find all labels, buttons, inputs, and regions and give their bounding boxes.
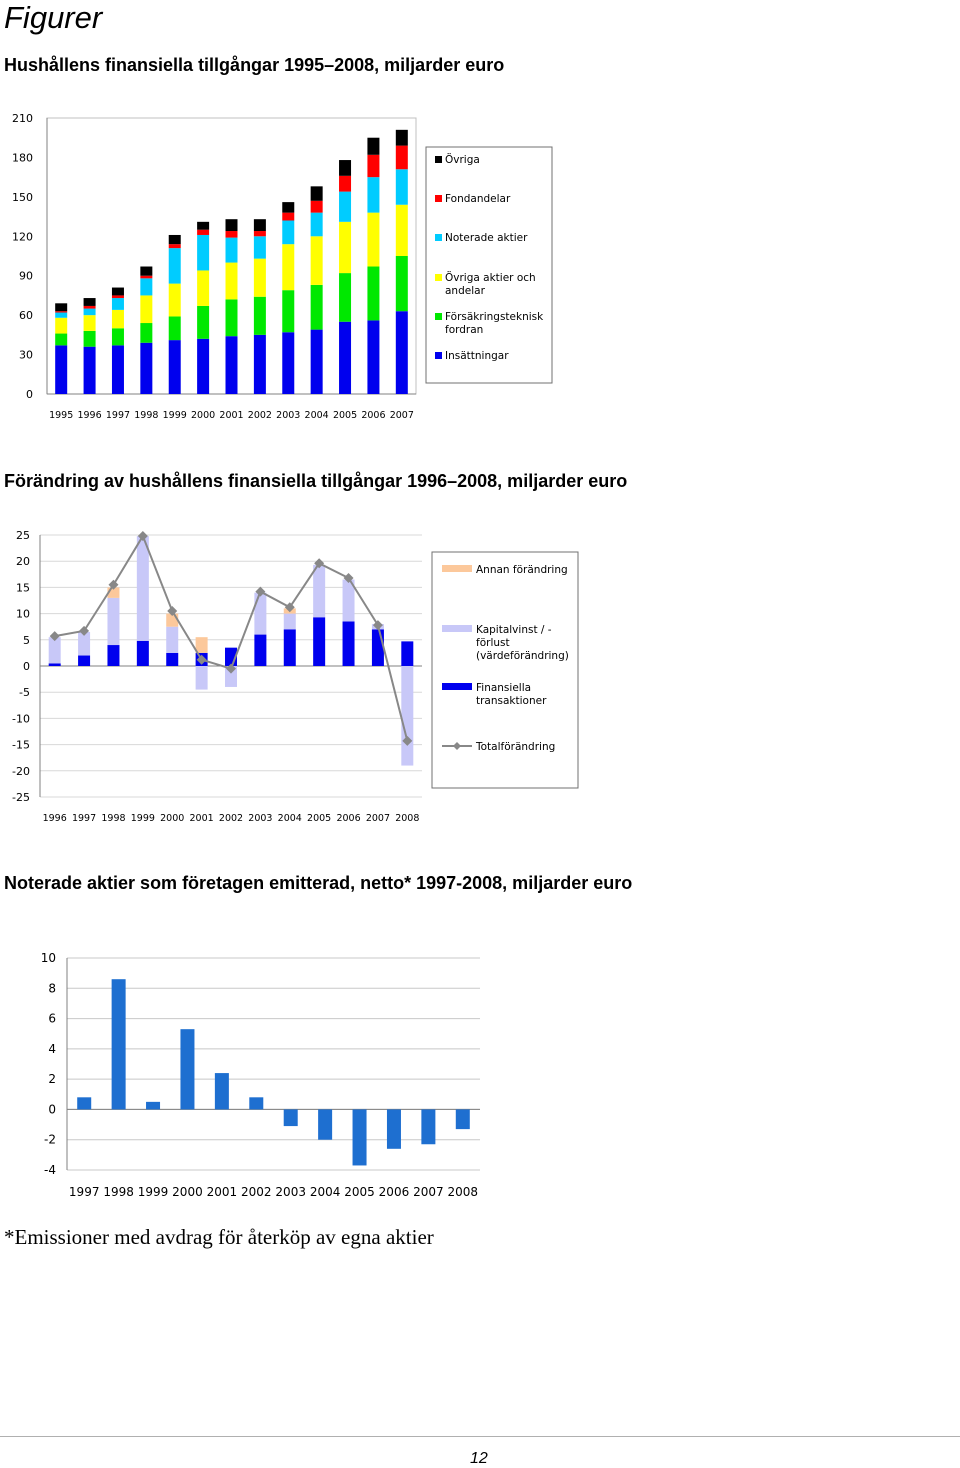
chart3-x-tick-label: 2003 bbox=[275, 1185, 306, 1199]
chart3-x-tick-label: 2006 bbox=[378, 1185, 410, 1199]
chart1-x-tick-label: 1996 bbox=[77, 410, 102, 421]
chart2-x-tick-label: 2000 bbox=[160, 813, 185, 824]
chart1-legend-label: Insättningar bbox=[445, 350, 509, 362]
chart2-y-tick-label: 5 bbox=[23, 633, 30, 647]
chart3-y-tick-label: 8 bbox=[48, 981, 56, 996]
chart2-x-tick-label: 2001 bbox=[189, 813, 214, 824]
chart1-x-tick-label: 1995 bbox=[49, 410, 74, 421]
chart3-bar bbox=[421, 1109, 435, 1144]
chart3-y-tick-label: -2 bbox=[44, 1132, 56, 1147]
chart1-y-tick-label: 180 bbox=[12, 151, 33, 165]
chart1-legend-label: Fondandelar bbox=[445, 193, 511, 205]
chart2-y-tick-label: 0 bbox=[23, 660, 30, 673]
chart1-x-tick-label: 2000 bbox=[191, 410, 216, 421]
chart3-bar bbox=[249, 1097, 263, 1109]
chart3-y-tick-label: 0 bbox=[48, 1102, 56, 1117]
chart3-y-tick-label: -4 bbox=[44, 1163, 56, 1177]
chart2-y-tick-label: -10 bbox=[12, 712, 30, 726]
chart3-x-tick-label: 1997 bbox=[68, 1185, 100, 1199]
chart2-y-tick-label: -15 bbox=[12, 738, 30, 752]
chart1-legend-label: Övriga bbox=[445, 154, 480, 166]
chart1-title: Hushållens finansiella tillgångar 1995–2008, miljarder euro bbox=[4, 55, 505, 75]
chart1-x-tick-label: 2004 bbox=[304, 410, 329, 421]
chart2-legend-label: Kapitalvinst / -förlust (värdeförändring) bbox=[476, 624, 569, 662]
chart2-x-tick-label: 2004 bbox=[277, 813, 302, 824]
chart3-x-tick-label: 2004 bbox=[309, 1185, 341, 1199]
chart2-y-tick-label: 10 bbox=[16, 607, 30, 621]
chart3-y-tick-label: 6 bbox=[48, 1011, 56, 1026]
chart3-bar bbox=[318, 1109, 332, 1139]
page-heading: Figurer bbox=[4, 0, 103, 35]
chart1-x-tick-label: 2002 bbox=[247, 410, 272, 421]
chart1-x-tick-label: 1999 bbox=[162, 410, 187, 421]
chart3-x-tick-label: 2002 bbox=[241, 1185, 272, 1199]
chart1-x-tick-label: 2005 bbox=[332, 410, 358, 421]
chart1-legend-label: Försäkringsteknisk fordran bbox=[445, 311, 544, 336]
chart1-x-tick-label: 2007 bbox=[389, 410, 414, 421]
chart2-legend-label: Totalförändring bbox=[476, 741, 556, 753]
chart3-bar bbox=[180, 1029, 194, 1109]
chart3-bar bbox=[456, 1109, 470, 1129]
chart2-legend-label: Annan förändring bbox=[476, 564, 568, 576]
chart2-x-tick-label: 1998 bbox=[101, 813, 126, 824]
chart3-y-tick-label: 2 bbox=[48, 1072, 56, 1087]
chart3-x-tick-label: 2000 bbox=[172, 1185, 203, 1199]
chart1-y-tick-label: 0 bbox=[26, 388, 33, 401]
chart2-x-tick-label: 2002 bbox=[218, 813, 244, 824]
chart1-x-tick-label: 2006 bbox=[361, 410, 386, 421]
chart2-y-tick-label: 15 bbox=[16, 581, 30, 595]
chart3-bar bbox=[215, 1073, 229, 1109]
chart2-x-tick-label: 1996 bbox=[42, 813, 67, 824]
footnote: *Emissioner med avdrag för återköp av egna aktier bbox=[4, 1225, 434, 1249]
chart2-x-tick-label: 2008 bbox=[395, 813, 420, 824]
chart3-bar bbox=[146, 1102, 160, 1110]
chart2-x-tick-label: 2007 bbox=[365, 813, 391, 824]
chart1-legend-label: Övriga aktier och andelar bbox=[445, 272, 536, 297]
chart2-x-tick-label: 2003 bbox=[248, 813, 273, 824]
chart1-x-tick-label: 1998 bbox=[134, 410, 159, 421]
chart2-x-tick-label: 1997 bbox=[71, 813, 97, 824]
chart3-x-tick-label: 1999 bbox=[137, 1185, 169, 1199]
chart2-y-tick-label: 20 bbox=[16, 555, 30, 569]
chart3-bar bbox=[353, 1109, 367, 1165]
chart3-x-tick-label: 1998 bbox=[103, 1185, 134, 1199]
chart3-bar bbox=[77, 1097, 91, 1109]
chart3-bar bbox=[112, 979, 126, 1109]
chart3-y-tick-label: 4 bbox=[48, 1041, 56, 1056]
chart3-x-tick-label: 2007 bbox=[413, 1185, 444, 1199]
chart1-y-tick-label: 30 bbox=[19, 348, 33, 362]
footer-divider bbox=[0, 1436, 960, 1437]
chart3-y-tick-label: 10 bbox=[40, 951, 56, 965]
chart3-x-tick-label: 2005 bbox=[344, 1185, 375, 1199]
chart1-y-tick-label: 120 bbox=[12, 230, 33, 244]
chart3-x-tick-label: 2001 bbox=[206, 1185, 238, 1199]
chart2-x-tick-label: 2006 bbox=[336, 813, 361, 824]
chart2-y-tick-label: -5 bbox=[19, 686, 30, 700]
chart1-y-tick-label: 210 bbox=[12, 112, 33, 125]
chart2-y-tick-label: -20 bbox=[12, 764, 30, 778]
page-number: 12 bbox=[470, 1450, 488, 1467]
chart2-y-tick-label: 25 bbox=[16, 529, 30, 542]
chart3-bar bbox=[387, 1109, 401, 1148]
chart1-y-tick-label: 90 bbox=[19, 269, 33, 283]
chart3-title: Noterade aktier som företagen emitterad, netto* 1997-2008, miljarder euro bbox=[4, 873, 633, 893]
chart2-legend-label: Finansiella transaktioner bbox=[476, 682, 547, 707]
chart1-y-tick-label: 150 bbox=[12, 190, 33, 204]
chart1-x-tick-label: 2001 bbox=[219, 410, 244, 421]
chart1-x-tick-label: 2003 bbox=[276, 410, 301, 421]
chart1-y-tick-label: 60 bbox=[19, 309, 33, 323]
chart3-x-tick-label: 2008 bbox=[447, 1185, 479, 1199]
chart2-x-tick-label: 2005 bbox=[307, 813, 332, 824]
chart2-title: Förändring av hushållens finansiella tillgångar 1996–2008, miljarder euro bbox=[4, 471, 628, 491]
chart2-y-tick-label: -25 bbox=[12, 791, 30, 804]
chart3-bar bbox=[284, 1109, 298, 1126]
chart2-x-tick-label: 1999 bbox=[130, 813, 155, 824]
chart1-x-tick-label: 1997 bbox=[105, 410, 131, 421]
chart1-legend-label: Noterade aktier bbox=[445, 232, 528, 244]
